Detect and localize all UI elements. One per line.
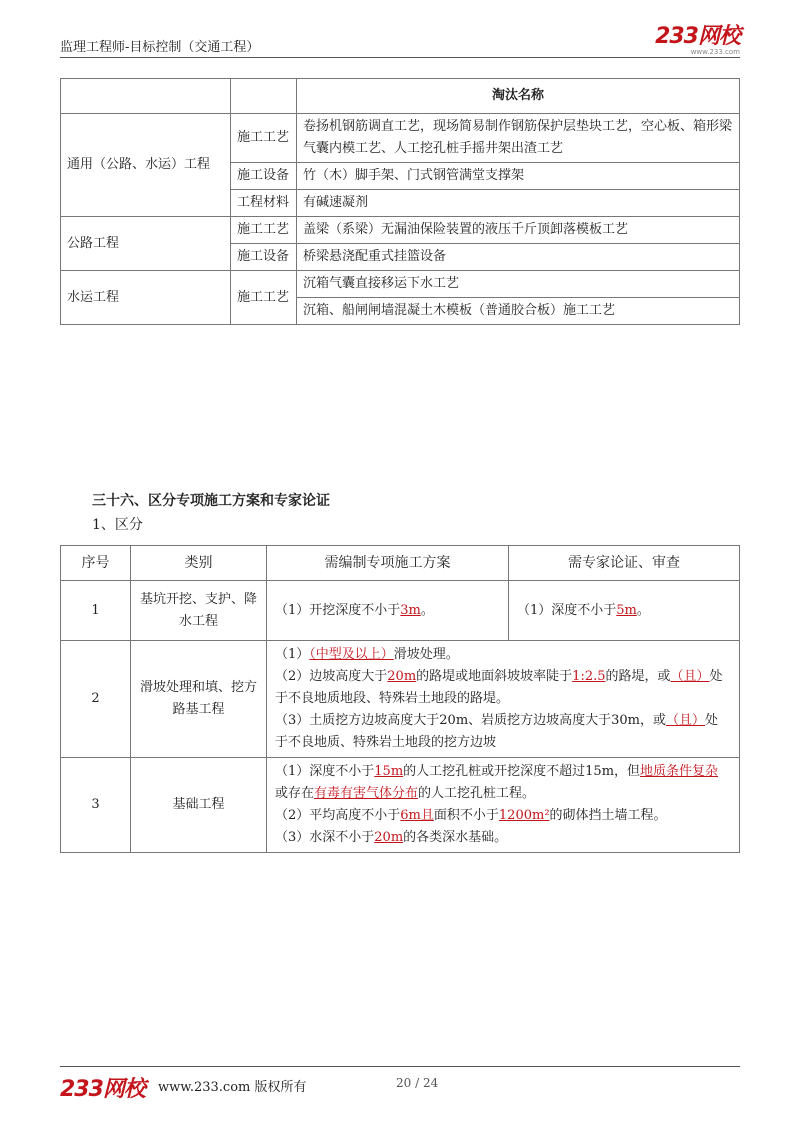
item-type: 施工设备 xyxy=(231,244,297,271)
table-row xyxy=(61,217,740,244)
item-type: 施工工艺 xyxy=(231,217,297,244)
row-number: 3 xyxy=(61,758,131,853)
requirement-line: （3）水深不小于20m的各类深水基础。 xyxy=(275,830,508,845)
item-type: 施工设备 xyxy=(231,163,297,190)
row-number: 2 xyxy=(61,641,131,758)
eliminated-items-table xyxy=(60,78,740,325)
item-type: 工程材料 xyxy=(231,190,297,217)
item-type: 施工工艺 xyxy=(231,114,297,163)
requirement-text xyxy=(267,641,740,758)
item-content: 有碱速凝剂 xyxy=(297,190,740,217)
requirement-line: （1）深度不小于15m的人工挖孔桩或开挖深度不超过15m，但地质条件复杂或存在有毒有害气体分布的人工挖孔桩工程。 xyxy=(275,764,719,801)
column-header: 类别 xyxy=(131,546,267,581)
column-header: 需编制专项施工方案 xyxy=(267,546,509,581)
table-row xyxy=(61,271,740,298)
expert-requirement: （1）深度不小于5m。 xyxy=(509,581,740,641)
table-row xyxy=(61,641,740,758)
item-content: 沉箱、船闸闸墙混凝土木模板（普通胶合板）施工工艺 xyxy=(297,298,740,325)
item-content: 沉箱气囊直接移运下水工艺 xyxy=(297,271,740,298)
item-content: 竹（木）脚手架、门式钢管满堂支撑架 xyxy=(297,163,740,190)
column-header: 淘汰名称 xyxy=(297,79,740,114)
copyright-text: www.233.com 版权所有 xyxy=(158,1080,307,1095)
section-heading: 三十六、区分专项施工方案和专家论证 xyxy=(92,493,330,509)
requirement-text xyxy=(267,758,740,853)
requirement-line: （2）边坡高度大于20m的路堤或地面斜坡坡率陡于1:2.5的路堤，或（且）处于不良地质地段、特殊岩土地段的路堤。 xyxy=(275,669,723,706)
header-divider xyxy=(60,57,740,58)
group-name: 公路工程 xyxy=(61,217,231,271)
category: 基础工程 xyxy=(131,758,267,853)
plan-requirement: （1）开挖深度不小于3m。 xyxy=(267,581,509,641)
brand-logo: 233网校 www.233.com xyxy=(655,24,740,56)
item-content: 桥梁悬浇配重式挂篮设备 xyxy=(297,244,740,271)
special-plan-table xyxy=(60,545,740,853)
document-title: 监理工程师-目标控制（交通工程） xyxy=(60,40,260,55)
requirement-line: （3）土质挖方边坡高度大于20m、岩质挖方边坡高度大于30m，或（且）处于不良地质、特殊岩土地段的挖方边坡 xyxy=(275,713,719,750)
table-row xyxy=(61,114,740,163)
column-header: 需专家论证、审查 xyxy=(509,546,740,581)
group-name: 通用（公路、水运）工程 xyxy=(61,114,231,217)
requirement-line: （1）（中型及以上）滑坡处理。 xyxy=(275,647,459,662)
table-header-row xyxy=(61,79,740,114)
category: 基坑开挖、支护、降水工程 xyxy=(131,581,267,641)
item-content: 卷扬机钢筋调直工艺，现场简易制作钢筋保护层垫块工艺，空心板、箱形梁气囊内模工艺、人工挖孔桩手摇井架出渣工艺 xyxy=(297,114,740,163)
table-row xyxy=(61,758,740,853)
footer-divider xyxy=(60,1066,740,1067)
footer-logo: 233网校 xyxy=(60,1077,145,1102)
row-number: 1 xyxy=(61,581,131,641)
column-header: 序号 xyxy=(61,546,131,581)
item-type: 施工工艺 xyxy=(231,271,297,325)
page-header xyxy=(60,24,740,58)
table-header-row xyxy=(61,546,740,581)
group-name: 水运工程 xyxy=(61,271,231,325)
category: 滑坡处理和填、挖方路基工程 xyxy=(131,641,267,758)
page-footer xyxy=(60,1066,740,1106)
requirement-line: （2）平均高度不小于6m且面积不小于1200m²的砌体挡土墙工程。 xyxy=(275,808,667,823)
item-content: 盖梁（系梁）无漏油保险装置的液压千斤顶卸落模板工艺 xyxy=(297,217,740,244)
sub-heading: 1、区分 xyxy=(92,517,143,533)
table-row xyxy=(61,581,740,641)
page-number: 20 / 24 xyxy=(396,1076,439,1090)
